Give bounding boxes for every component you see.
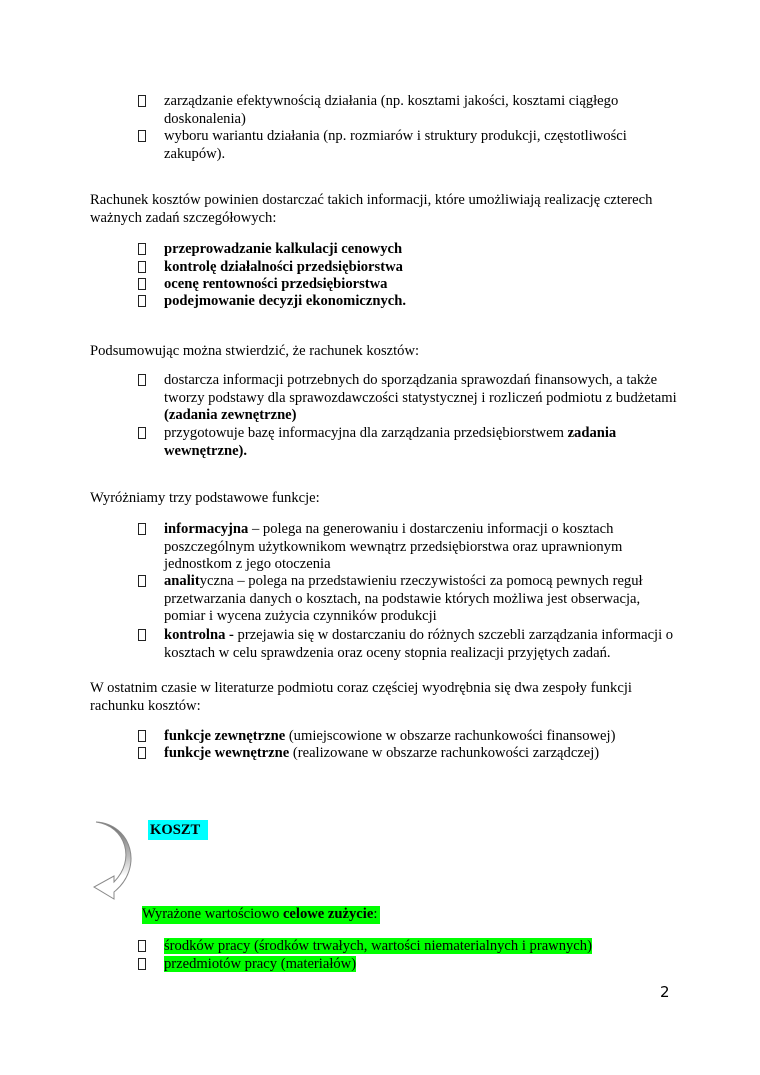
task-text: podejmowanie decyzji ekonomicznych.	[164, 293, 406, 309]
task-text: przeprowadzanie kalkulacji cenowych	[164, 241, 403, 257]
function-text: informacyjna – polega na generowaniu i dostarczeniu informacji o kosztach poszczególnym użytkownikom wewnątrz przedsiębiorstwa oraz uprawnionym jednostkom z jego otoczenia	[164, 521, 623, 572]
bullet-glyph-icon	[138, 130, 146, 142]
list-item-text: wyboru wariantu działania (np. rozmiarów i struktury produkcji, częstotliwości zakupów).	[164, 128, 627, 162]
bullet-glyph-icon	[138, 629, 146, 641]
bullet-glyph-icon	[138, 295, 146, 307]
bullet-glyph-icon	[138, 958, 146, 970]
group-text: funkcje zewnętrzne (umiejscowione w obszarze rachunkowości finansowej)	[164, 728, 616, 744]
page-number: 2	[660, 983, 670, 1001]
paragraph-intro-tasks: Rachunek kosztów powinien dostarczać takich informacji, które umożliwiają realizację czterech ważnych zadań szczegółowych:	[90, 192, 653, 226]
task-text: kontrolę działalności przedsiębiorstwa	[164, 259, 403, 275]
bullet-glyph-icon	[138, 747, 146, 759]
bullet-glyph-icon	[138, 243, 146, 255]
bullet-glyph-icon	[138, 523, 146, 535]
bullet-glyph-icon	[138, 278, 146, 290]
bullet-glyph-icon	[138, 427, 146, 439]
bullet-glyph-icon	[138, 730, 146, 742]
bullet-glyph-icon	[138, 575, 146, 587]
task-text: ocenę rentowności przedsiębiorstwa	[164, 276, 388, 292]
group-text: funkcje wewnętrzne (realizowane w obszarze rachunkowości zarządczej)	[164, 745, 600, 761]
bullet-glyph-icon	[138, 95, 146, 107]
function-text: analityczna – polega na przedstawieniu rzeczywistości za pomocą pewnych reguł przetwarzania danych o kosztach, na podstawie których możliwa jest obserwacja, pomiar i wycena zużycia czynników produkcji	[164, 573, 643, 624]
list-item-text: dostarcza informacji potrzebnych do sporządzania sprawozdań finansowych, a także tworzy podstawy dla sprawozdawczości statystycznej i rozliczeń podmiotu z budżetami (zadania zewnętrzne)	[164, 372, 677, 423]
resource-text: środków pracy (środków trwałych, wartości niematerialnych i prawnych)	[164, 938, 592, 954]
definition-line: Wyrażone wartościowo celowe zużycie:	[142, 906, 380, 924]
function-text: kontrolna - przejawia się w dostarczaniu do różnych szczebli zarządzania informacji o kosztach w celu sprawdzenia oraz oceny stopnia realizacji przyjętych zadań.	[164, 627, 674, 661]
paragraph-functions-intro: Wyróżniamy trzy podstawowe funkcje:	[90, 490, 320, 506]
list-item-text: przygotowuje bazę informacyjna dla zarządzania przedsiębiorstwem zadania wewnętrzne).	[164, 425, 617, 459]
paragraph-summary-intro: Podsumowując można stwierdzić, że rachunek kosztów:	[90, 343, 420, 359]
list-item-text: zarządzanie efektywnością działania (np. kosztami jakości, kosztami ciągłego doskonalenia)	[164, 93, 619, 127]
koszt-heading	[144, 822, 214, 840]
curved-arrow-icon	[88, 820, 140, 902]
paragraph-groups-intro: W ostatnim czasie w literaturze podmiotu coraz częściej wyodrębnia się dwa zespoły funkcji rachunku kosztów:	[90, 680, 632, 714]
koszt-label: KOSZT	[148, 820, 208, 840]
resource-text: przedmiotów pracy (materiałów)	[164, 956, 357, 972]
bullet-glyph-icon	[138, 374, 146, 386]
bullet-glyph-icon	[138, 940, 146, 952]
bullet-glyph-icon	[138, 261, 146, 273]
